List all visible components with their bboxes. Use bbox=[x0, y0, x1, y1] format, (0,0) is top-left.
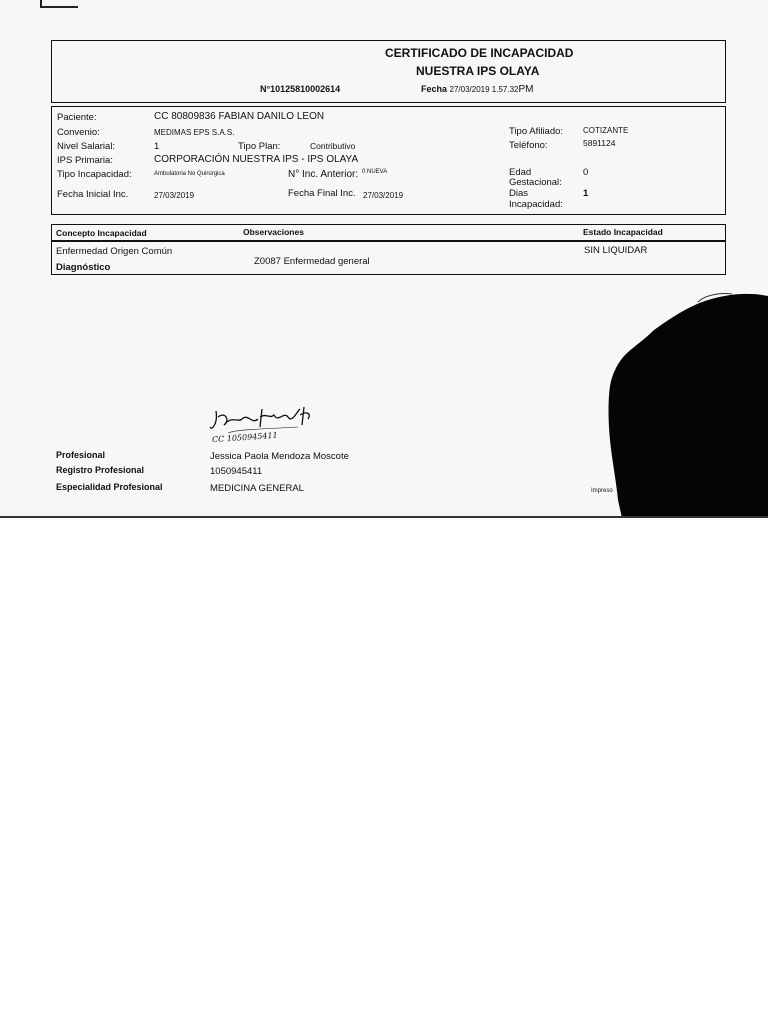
concepto-value: Enfermedad Origen Común bbox=[56, 246, 173, 257]
certificate-title: CERTIFICADO DE INCAPACIDAD bbox=[385, 46, 574, 60]
estado-value: SIN LIQUIDAR bbox=[584, 245, 648, 256]
telefono-label: Teléfono: bbox=[509, 140, 548, 151]
concept-header-divider bbox=[51, 240, 726, 242]
fecha-final-value: 27/03/2019 bbox=[363, 191, 404, 200]
especialidad-label: Especialidad Profesional bbox=[56, 482, 163, 492]
nivel-label: Nivel Salarial: bbox=[57, 141, 116, 152]
edad-value: 0 bbox=[583, 167, 589, 178]
ips-value: CORPORACIÓN NUESTRA IPS - IPS OLAYA bbox=[154, 154, 359, 165]
fecha-inicial-value: 27/03/2019 bbox=[154, 191, 195, 200]
edad-label-2: Gestacional: bbox=[509, 177, 562, 188]
nivel-value: 1 bbox=[154, 141, 160, 152]
date-value: 27/03/2019 1.57.32 bbox=[449, 85, 519, 94]
col-concepto: Concepto Incapacidad bbox=[56, 228, 147, 238]
impreso-label: Impreso bbox=[591, 488, 613, 494]
col-estado: Estado Incapacidad bbox=[583, 227, 663, 237]
scan-shadow bbox=[608, 290, 768, 520]
diagnostico-label: Diagnóstico bbox=[56, 262, 111, 273]
especialidad-value: MEDICINA GENERAL bbox=[210, 483, 304, 494]
profesional-label: Profesional bbox=[56, 450, 106, 460]
signature-id-text: CC 1050945411 bbox=[211, 430, 278, 445]
tipo-afiliado-value: COTIZANTE bbox=[583, 126, 629, 135]
telefono-value: 5891124 bbox=[583, 138, 616, 148]
patient-label: Paciente: bbox=[57, 112, 97, 123]
tipo-inc-label: Tipo Incapacidad: bbox=[57, 169, 132, 180]
tipo-afiliado-label: Tipo Afiliado: bbox=[509, 126, 564, 137]
convenio-value: MEDIMAS EPS S.A.S. bbox=[154, 128, 235, 137]
fecha-final-label: Fecha Final Inc. bbox=[288, 188, 356, 199]
dias-value: 1 bbox=[583, 188, 589, 199]
dias-label-1: Dias bbox=[509, 188, 529, 199]
date-label: Fecha bbox=[421, 84, 448, 94]
col-observaciones: Observaciones bbox=[243, 227, 304, 237]
fecha-inicial-label: Fecha Inicial Inc. bbox=[57, 189, 129, 200]
certificate-date bbox=[421, 84, 533, 95]
inc-anterior-label: N° Inc. Anterior: bbox=[288, 169, 359, 180]
edad-label-1: Edad bbox=[509, 167, 532, 178]
tipo-inc-value: Ambulatoria No Quirúrgica bbox=[154, 171, 225, 177]
corner-mark bbox=[40, 0, 78, 8]
certificate-subtitle: NUESTRA IPS OLAYA bbox=[416, 64, 540, 78]
profesional-value: Jessica Paola Mendoza Moscote bbox=[210, 451, 349, 462]
convenio-label: Convenio: bbox=[57, 127, 100, 138]
registro-value: 1050945411 bbox=[210, 466, 263, 477]
date-ampm: PM bbox=[518, 84, 534, 95]
inc-anterior-value: 0 NUEVA bbox=[362, 169, 388, 175]
registro-label: Registro Profesional bbox=[56, 465, 145, 475]
tipo-plan-value: Contributivo bbox=[310, 141, 356, 151]
patient-value: CC 80809836 FABIAN DANILO LEON bbox=[154, 111, 325, 122]
dias-label-2: Incapacidad: bbox=[509, 199, 563, 210]
certificate-number: N°10125810002614 bbox=[260, 84, 341, 94]
tipo-plan-label: Tipo Plan: bbox=[238, 141, 281, 152]
scan-bottom-edge bbox=[0, 516, 768, 518]
ips-label: IPS Primaria: bbox=[57, 155, 113, 166]
diagnostico-value: Z0087 Enfermedad general bbox=[254, 256, 370, 267]
